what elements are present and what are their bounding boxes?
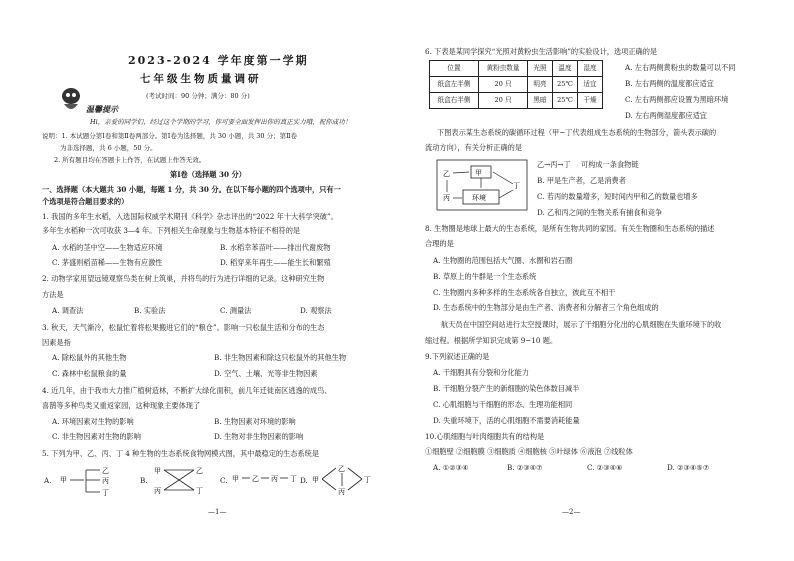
q9-option-a: A. 干细胞具有分裂和分化能力 [433, 368, 530, 377]
q10-stem: 10.心肌细胞与叶肉细胞共有的结构是 [425, 432, 545, 441]
q2-stem-2: 方法是 [42, 290, 64, 299]
table-cell: 温度 [553, 61, 578, 77]
q5-food-web-b [152, 462, 212, 498]
table-cell: 20 只 [479, 77, 528, 93]
q6-experiment-table [429, 60, 603, 109]
q5-option-b-label: B. [140, 476, 148, 485]
q5-food-web-a [58, 462, 118, 498]
q4-option-c: C. 非生物因素对生物的影响 [52, 432, 141, 441]
page-number-left: —1— [208, 508, 227, 516]
q10-structures: ①细胞壁 ②细胞膜 ③细胞质 ④细胞核 ⑤叶绿体 ⑥液泡 ⑦线粒体 [425, 447, 633, 456]
q2-option-c: C. 测量法 [220, 306, 252, 315]
table-cell: 黄粉虫数量 [479, 61, 528, 77]
q7-stem: 下图表示某生态系统的碳循环过程（甲~丁代表组成生态系统的生物部分，箭头表示碳的 [437, 128, 717, 137]
q5-food-web-d [310, 460, 380, 500]
svg-text:甲: 甲 [154, 467, 161, 475]
q5-option-c-label: C. [220, 476, 228, 485]
diagram-label-ding: 丁 [513, 182, 520, 190]
right-page [397, 0, 794, 561]
table-cell: 光照 [528, 61, 553, 77]
q5-option-a-label: A. [44, 476, 52, 485]
q3-option-b: B. 非生物因素和除这只松鼠外的其他生物 [214, 353, 347, 362]
svg-text:丙: 丙 [102, 477, 109, 485]
svg-text:丁: 丁 [364, 476, 371, 484]
q8-stem: 8. 生物圈是地球上最大的生态系统，是所有生物共同的家园。有关生物圈和生态系统的描述 [425, 224, 715, 233]
svg-text:甲: 甲 [60, 476, 67, 484]
q5-option-d-label: D. [300, 476, 308, 485]
time-info: (考试时间：90 分钟；满分：80 分) [146, 92, 250, 100]
svg-text:丙: 丙 [271, 475, 278, 483]
q6-option-b: B. 左右两侧的温度都应适宜 [625, 79, 714, 88]
table-row [430, 77, 603, 93]
instruction-2: 个选项是符合题目要求的） [42, 197, 129, 206]
q7-option-a: 可构成一条食物链 [581, 160, 639, 169]
q7-option-d: D. 乙和丙之间的生物关系有捕食和竞争 [537, 208, 663, 217]
svg-text:丁: 丁 [290, 475, 297, 483]
q5-food-web-c [230, 470, 300, 486]
table-cell: 纸盒左半侧 [430, 77, 479, 93]
page-number-right: —2— [562, 508, 581, 516]
instruction-1: 一、选择题（本大题共 30 小题，每题 1 分，共 30 分。在以下每小题的四个选项中，只有一 [42, 185, 341, 194]
exam-subtitle: 七年级生物质量调研 [140, 73, 262, 85]
q4-option-a: A. 环境因素对生物的影响 [52, 417, 134, 426]
q10-option-c: C. ②③④⑥ [587, 463, 623, 472]
table-cell: 黑暗 [528, 93, 553, 109]
q4-stem-2: 喜鹊等多种鸟类又重返家园，这种现象主要体现了 [42, 401, 201, 410]
q2-option-d: D. 观察法 [300, 306, 332, 315]
q7-stem-2: 流动方向），有关分析正确的是 [425, 143, 523, 152]
q3-option-c: C. 森林中松鼠粮食的量 [52, 369, 127, 378]
table-cell: 纸盒右半侧 [430, 93, 479, 109]
q10-option-d: D. ②③④⑤⑦ [667, 463, 710, 472]
exam-title: 2023-2024 学年度第一学期 [128, 54, 309, 67]
section-1-title: 第Ⅰ卷（选择题 30 分） [170, 170, 246, 179]
q6-option-d: D. 左右两侧湿度都应适宜 [625, 111, 707, 120]
q1-option-a: A. 水稻的茎中空——生物适应环境 [52, 243, 163, 252]
svg-text:丙: 丙 [154, 487, 161, 495]
q1-option-c: C. 茅盛则稻苗稀——生物有应激性 [52, 258, 163, 267]
q6-stem: 6. 下表是某同学探究“光照对黄粉虫生活影响”的实验设计，选项正确的是 [425, 47, 658, 56]
q9-intro: 航天员在中国空间站进行太空授课时，展示了干细胞分化出的心肌细胞在失重环境下的收 [441, 320, 722, 329]
q1-option-d: D. 稻穿来年再生——能生长和繁殖 [220, 258, 331, 267]
tip-banner: 温馨提示 [86, 104, 118, 114]
table-cell: 湿度 [578, 61, 603, 77]
tip-text: Hi，亲爱的同学们，经过这个学期的学习，你可要全面发挥出你的真正实力哦，祝你成功！ [90, 118, 352, 126]
q3-stem-2: 因素是指 [42, 338, 71, 347]
q7-chain: 乙→丙→丁 [537, 160, 571, 169]
table-header-row [430, 61, 603, 77]
q9-stem: 9.下列叙述正确的是 [425, 352, 490, 361]
q1-stem-2: 多年生水稻种一次可收获 3—4 年。下列相关生命现象与生物基本特征不相符的是 [42, 226, 301, 235]
q9-option-b: B. 干细胞分裂产生的新细胞的染色体数目减半 [433, 384, 580, 393]
svg-text:乙: 乙 [252, 475, 259, 483]
q10-option-a: A. ①②③④ [433, 463, 469, 472]
table-cell: 明亮 [528, 77, 553, 93]
table-cell: 20 只 [479, 93, 528, 109]
table-cell: 干燥 [578, 93, 603, 109]
q1-option-b: B. 水稻幸苯苗叶——排出代谢废物 [220, 243, 331, 252]
diagram-label-yi: 乙 [443, 170, 450, 178]
q7-option-c: C. 若丙的数量增多，短时间内甲和乙的数量也增多 [537, 192, 698, 201]
table-cell: 25℃ [553, 77, 578, 93]
q4-option-d: D. 生物对非生物因素的影响 [214, 432, 304, 441]
svg-text:甲: 甲 [312, 476, 319, 484]
svg-text:丁: 丁 [196, 487, 203, 495]
q4-option-b: B. 生物因素对环境的影响 [214, 417, 296, 426]
mascot-icon [58, 86, 84, 114]
q3-option-d: D. 空气、土壤、光等非生物因素 [214, 369, 318, 378]
q9-option-c: C. 心肌细胞与干细胞的形态、生理功能相同 [433, 400, 573, 409]
table-cell: 适宜 [578, 77, 603, 93]
q8-option-c: C. 生物圈内多种多样的生态系统各自独立，彼此互不相干 [433, 288, 616, 297]
note-1b: 为非选择题，共 6 小题，50 分。 [60, 144, 157, 152]
q8-option-d: D. 生态系统中的生物部分是由生产者、消费者和分解者三个角色组成的 [433, 303, 659, 312]
q2-option-a: A. 调查法 [52, 306, 84, 315]
q6-option-a: A. 左右两侧黄粉虫的数量可以不同 [625, 63, 736, 72]
q2-option-b: B. 实验法 [134, 306, 166, 315]
q5-stem: 5. 下列为甲、乙、丙、丁 4 种生物的生态系统食物网模式图，其中最稳定的生态系统是 [42, 449, 320, 458]
q2-stem: 2. 动物学家用望远镜观察鸟类在树上筑巢，并将鸟的行为进行详细的记录。这种研究生物 [42, 274, 325, 283]
svg-text:乙: 乙 [338, 465, 345, 473]
table-cell: 位置 [430, 61, 479, 77]
diagram-label-jia: 甲 [475, 169, 482, 177]
q9-option-d: D. 失重环境下，活的心肌细胞不需要消耗能量 [433, 416, 580, 425]
table-cell: 25℃ [553, 93, 578, 109]
diagram-label-bing: 丙 [443, 194, 450, 202]
q4-stem: 4. 近几年，由于我市大力推广植树造林，不断扩大绿化面积，前几年迁徙南区逃逸的成鸟、 [42, 386, 332, 395]
note-2: 2. 所有题目均在答题卡上作答，在试题上作答无效。 [54, 156, 206, 164]
q6-option-c: C. 左右两侧都应设置为黑暗环境 [625, 95, 729, 104]
q3-stem: 3. 秋天，天气渐冷，松鼠忙着将松果搬进它们的“粮仓”。影响一只松鼠生活和分布的生态 [42, 323, 325, 332]
svg-text:丁: 丁 [102, 489, 109, 497]
q3-option-a: A. 除松鼠外的其他生物 [52, 353, 127, 362]
svg-text:甲: 甲 [232, 475, 239, 483]
svg-text:乙: 乙 [196, 467, 203, 475]
q10-option-b: B. ②③④⑦ [507, 463, 543, 472]
carbon-cycle-diagram [435, 158, 531, 214]
svg-text:乙: 乙 [102, 467, 109, 475]
table-row [430, 93, 603, 109]
q8-stem-2: 合理的是 [425, 239, 454, 248]
q1-stem: 1. 我国的多年生水稻，入选国际权威学术期刊《科学》杂志评出的“2022 年十大科学突破”。 [42, 212, 338, 221]
svg-text:丙: 丙 [338, 488, 345, 496]
q7-option-b: B. 甲是生产者，乙是消费者 [537, 176, 626, 185]
note-1a: 说明：1. 本试题分第Ⅰ卷和第Ⅱ卷两部分。第Ⅰ卷为选择题，共 30 小题，共 30 分；第Ⅱ卷 [42, 132, 298, 140]
q8-option-b: B. 草原上的牛群是一个生态系统 [433, 272, 537, 281]
q8-option-a: A. 生物圈的范围包括大气圈、水圈和岩石圈 [433, 256, 573, 265]
q9-intro-2: 缩过程。根据所学知识完成第 9~10 题。 [425, 336, 558, 345]
diagram-label-env: 环境 [472, 194, 486, 202]
